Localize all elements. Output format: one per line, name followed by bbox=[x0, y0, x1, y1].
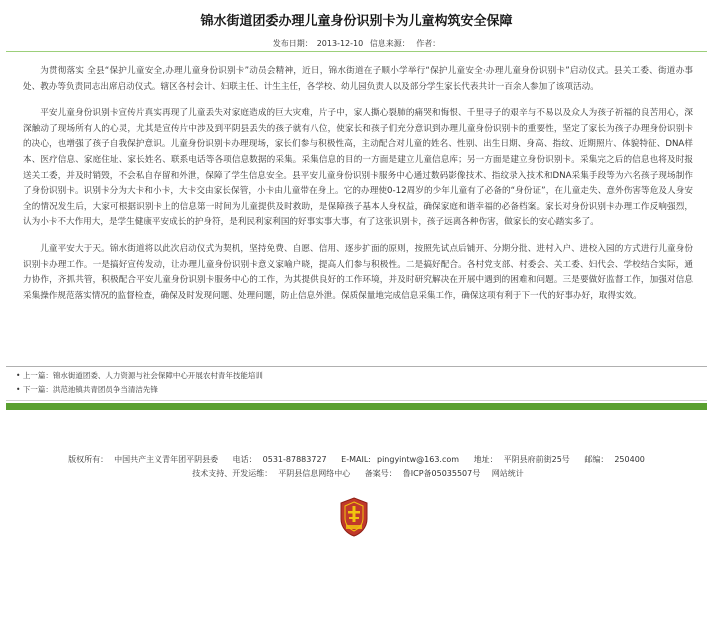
source-label: 信息来源： bbox=[369, 39, 410, 48]
author-label: 作者： bbox=[416, 39, 441, 48]
prev-article bbox=[16, 370, 263, 381]
article-paragraph: 儿童平安大于天。锦水街道将以此次启动仪式为契机，坚持免费、自愿、信用、逐步扩面的原则，按照先试点后铺开、分期分批、进村入户、进校入园的方式进行儿童身份识别卡办理工作。一是搞好宣传发动，让办理儿童身份识别卡意义家喻户晓，提高人们参与积极性。二是搞好配合。各村党支部、村委会、关工委、妇代会、学校结合实际，通力协作，齐抓共管，积极配合平安儿童身份识别卡服务中心的工作，为其提供良好的工作环境，并及时研究解决在开展中遇到的困难和问题。三是要做好监督工作，加强对信息采集操作规范落实情况的监督检查，确保及时发现问题、处理问题，防止信息外泄。保质保量地完成信息采集工作，确保这项有利于下一代的好事办好，取得实效。 bbox=[23, 243, 693, 301]
email-label: E-MAIL: bbox=[341, 455, 371, 464]
copyright-owner: 中国共产主义青年团平阴县委 bbox=[114, 455, 219, 464]
address-label: 地址： bbox=[473, 455, 498, 464]
article-body bbox=[23, 64, 693, 315]
article-paragraph: 为贯彻落实 全县“保护儿童安全,办理儿童身份识别卡”动员会精神，近日，锦水街道在子顺小学举行“保护儿童安全·办理儿童身份识别卡”启动仪式。县关工委、街道办事处、教办等负责同志出席启动仪式。辖区各村会计、妇联主任、计生主任，各学校、幼儿园负责人以及部分学生家长代表共计一百余人参加了该项活动。 bbox=[23, 66, 693, 92]
next-label: 下一篇： bbox=[22, 385, 53, 394]
site-stats-link[interactable]: 网站统计 bbox=[491, 469, 524, 478]
party-government-badge-icon[interactable] bbox=[339, 497, 369, 537]
phone-number: 0531-87883727 bbox=[262, 455, 327, 464]
email-address: pingyintw@163.com bbox=[377, 455, 460, 464]
zip-label: 邮编： bbox=[584, 455, 609, 464]
address: 平阴县府前街25号 bbox=[503, 455, 570, 464]
next-article bbox=[16, 384, 158, 395]
article-meta bbox=[0, 38, 713, 49]
phone-label: 电话： bbox=[232, 455, 257, 464]
content-divider bbox=[6, 366, 707, 367]
support-label: 技术支持、开发运维： bbox=[192, 469, 273, 478]
publish-date: 2013-12-10 bbox=[316, 39, 364, 48]
date-label: 发布日期： bbox=[272, 39, 313, 48]
zip-code: 250400 bbox=[614, 455, 645, 464]
support-org: 平阴县信息网络中心 bbox=[278, 469, 351, 478]
prev-article-link[interactable]: 锦水街道团委、人力资源与社会保障中心开展农村青年技能培训 bbox=[52, 371, 263, 380]
title-divider bbox=[6, 51, 707, 52]
icp-number: 鲁ICP备05035507号 bbox=[402, 469, 481, 478]
article-paragraph: 平安儿童身份识别卡宣传片真实再现了儿童丢失对家庭造成的巨大灾难，片子中，家人撕心裂肺的痛哭和悔恨、千里寻子的艰辛与不易以及众人为孩子祈福的良苦用心，深深触动了现场所有人的心灵，尤其是宣传片中涉及到平阴县丢失的孩子就有八位，使家长和孩子们充分意识到办理儿童身份识别卡的重要性，坚定了家长为孩子办理身份识别卡的决心，也增强了孩子自我保护意识。儿童身份识别卡办理现场，家长们参与积极性高，主动配合对儿童的姓名、性别、出生日期、身高、指纹、近期照片、体貌特征、DNA样本、医疗信息、家庭住址、家长姓名、联系电话等各项信息数据的采集。采集信息的目的一方面是建立儿童信息库；另一方面是建立身份识别卡。采集完之后的信息也将及时报送关工委，并及时销毁，不会私自存留和外泄，保障了学生信息安全。县平安儿童身份识别卡服务中心通过数码影像技术、指纹录入技术和DNA采集手段等为六名孩子现场制作了身份识别卡。识别卡分为大卡和小卡，大卡交由家长保管，小卡由儿童带在身上。它的办理使0-12周岁的少年儿童有了必备的“身份证”，在儿童走失、意外伤害等危及人身安全的情况发生后，大家可根据识别卡上的信息第一时间为儿童提供及时救助，是保障孩子基本人身权益，确保家庭和谐幸福的必备档案。家长对身份识别卡办理工作反响强烈，认为小卡不大作用大，是学生健康平安成长的护身符，是利民利家利国的好事实事大事，有了这张识别卡，孩子远离各种伤害，做家长的安心踏实多了。 bbox=[23, 108, 693, 228]
next-article-link[interactable]: 洪范池镇共青团员争当清洁先锋 bbox=[52, 385, 158, 394]
footer-divider bbox=[6, 400, 707, 401]
prev-label: 上一篇： bbox=[22, 371, 53, 380]
copyright-label: 版权所有： bbox=[68, 455, 109, 464]
article-title: 锦水街道团委办理儿童身份识别卡为儿童构筑安全保障 bbox=[200, 14, 513, 29]
footer-support-row bbox=[0, 467, 713, 481]
icp-label: 备案号： bbox=[364, 469, 397, 478]
bullet-icon: • bbox=[16, 371, 21, 380]
site-footer bbox=[0, 453, 713, 481]
footer-green-bar bbox=[6, 403, 707, 410]
footer-contact-row bbox=[0, 453, 713, 467]
bullet-icon: • bbox=[16, 385, 21, 394]
